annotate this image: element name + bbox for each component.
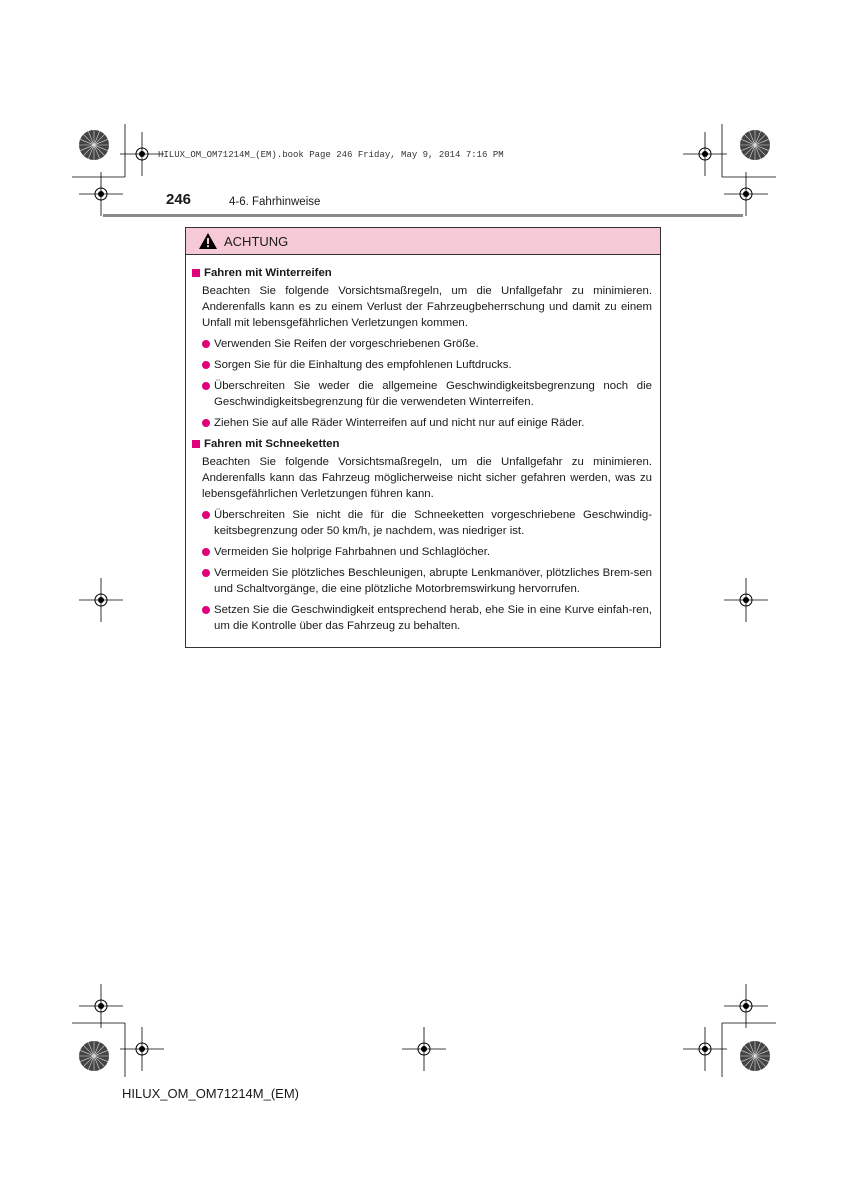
warning-body	[186, 255, 660, 634]
warning-title: ACHTUNG	[224, 233, 289, 249]
list-item-text: Ziehen Sie auf alle Räder Winterreifen auf und nicht nur auf einige Räder.	[214, 417, 585, 429]
bullet-dot-icon	[202, 606, 210, 614]
registration-star-icon	[79, 1041, 109, 1071]
crosshair-icon	[402, 1027, 446, 1071]
list-item-text: Vermeiden Sie holprige Fahrbahnen und Schlaglöcher.	[214, 546, 491, 558]
bullet-dot-icon	[202, 340, 210, 348]
subsection-heading-text: Fahren mit Winterreifen	[204, 267, 332, 279]
crosshair-icon	[79, 578, 123, 622]
subsection-heading-text: Fahren mit Schneeketten	[204, 438, 340, 450]
bullet-dot-icon	[202, 419, 210, 427]
crosshair-icon	[724, 578, 768, 622]
header-rule	[103, 214, 743, 217]
bullet-dot-icon	[202, 548, 210, 556]
square-bullet-icon	[192, 269, 200, 277]
square-bullet-icon	[192, 440, 200, 448]
subsection-heading	[191, 265, 652, 281]
crosshair-icon	[724, 172, 768, 216]
list-item-text: Überschreiten Sie weder die allgemeine Geschwindigkeitsbegrenzung noch die Geschwindigkeitsbegrenzung für die verwendeten Winterreifen.	[214, 380, 652, 408]
crosshair-icon	[724, 984, 768, 1028]
section-title: 4-6. Fahrhinweise	[229, 196, 321, 208]
warning-box	[185, 227, 661, 648]
list-item-text: Verwenden Sie Reifen der vorgeschriebenen Größe.	[214, 338, 479, 350]
bullet-dot-icon	[202, 361, 210, 369]
intro-paragraph: Beachten Sie folgende Vorsichtsmaßregeln, um die Unfallgefahr zu minimieren. Anderenfalls kann das Fahrzeug möglicherweise nicht sicher gefahren werden, was zu lebensgefährlichen Verletzungen führen kann.	[202, 456, 652, 500]
bullet-dot-icon	[202, 511, 210, 519]
list-item	[202, 336, 652, 352]
crosshair-icon	[79, 984, 123, 1028]
bullet-dot-icon	[202, 382, 210, 390]
crosshair-icon	[683, 132, 727, 176]
page-number: 246	[166, 191, 192, 208]
list-item	[202, 602, 652, 634]
list-item	[202, 544, 652, 560]
intro-paragraph: Beachten Sie folgende Vorsichtsmaßregeln, um die Unfallgefahr zu minimieren. Anderenfalls kann es zu einem Verlust der Fahrzeugbeherrschung und damit zu einem Unfall mit lebensgefährlichen Verletzungen kommen.	[202, 285, 652, 329]
list-item-text: Vermeiden Sie plötzliches Beschleunigen, abrupte Lenkmanöver, plötzliches Brem-sen und Schaltvorgänge, die eine plötzliche Motorbremswirkung hervorrufen.	[214, 567, 652, 595]
crosshair-icon	[683, 1027, 727, 1071]
warning-triangle-icon	[198, 232, 218, 250]
print-info: HILUX_OM_OM71214M_(EM).book Page 246 Friday, May 9, 2014 7:16 PM	[158, 150, 504, 160]
bullet-dot-icon	[202, 569, 210, 577]
list-item-text: Sorgen Sie für die Einhaltung des empfohlenen Luftdrucks.	[214, 359, 512, 371]
subsection-heading	[191, 436, 652, 452]
footer-code: HILUX_OM_OM71214M_(EM)	[122, 1086, 299, 1101]
registration-star-icon	[79, 130, 109, 160]
crosshair-icon	[120, 1027, 164, 1071]
list-item	[202, 378, 652, 410]
crosshair-icon	[79, 172, 123, 216]
list-item	[202, 507, 652, 539]
list-item-text: Überschreiten Sie nicht die für die Schneeketten vorgeschriebene Geschwindig-keitsbegrenzung oder 50 km/h, je nachdem, was niedriger ist.	[214, 509, 652, 537]
registration-star-icon	[740, 130, 770, 160]
list-item	[202, 357, 652, 373]
list-item	[202, 415, 652, 431]
list-item	[202, 565, 652, 597]
list-item-text: Setzen Sie die Geschwindigkeit entsprechend herab, ehe Sie in eine Kurve einfah-ren, um die Kontrolle über das Fahrzeug zu behalten.	[214, 604, 652, 632]
registration-star-icon	[740, 1041, 770, 1071]
warning-header	[186, 228, 660, 255]
